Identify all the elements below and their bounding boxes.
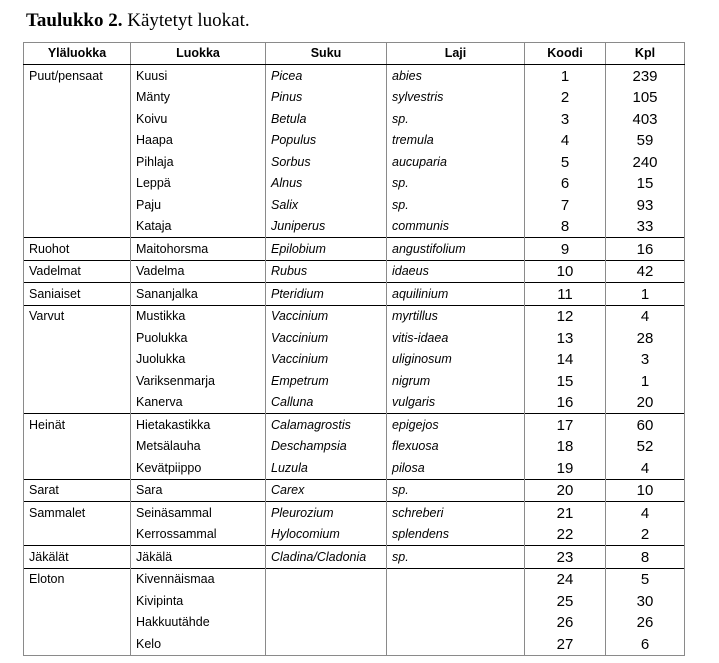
cell-ylaluokka: Ruohot <box>24 238 131 261</box>
cell-ylaluokka <box>24 633 131 655</box>
cell-laji: flexuosa <box>387 436 525 458</box>
cell-laji: sp. <box>387 108 525 130</box>
table-caption <box>26 10 250 32</box>
table-row <box>24 305 685 327</box>
cell-koodi: 13 <box>525 327 606 349</box>
cell-ylaluokka <box>24 590 131 612</box>
cell-suku: Vaccinium <box>266 349 387 371</box>
cell-koodi: 18 <box>525 436 606 458</box>
table-row <box>24 194 685 216</box>
cell-luokka: Paju <box>131 194 266 216</box>
cell-ylaluokka <box>24 130 131 152</box>
cell-koodi: 22 <box>525 524 606 546</box>
table-row <box>24 590 685 612</box>
cell-kpl: 93 <box>606 194 685 216</box>
cell-ylaluokka <box>24 370 131 392</box>
cell-luokka: Hietakastikka <box>131 414 266 436</box>
cell-luokka: Variksenmarja <box>131 370 266 392</box>
cell-laji: angustifolium <box>387 238 525 261</box>
table-header-row <box>24 43 685 65</box>
cell-kpl: 59 <box>606 130 685 152</box>
cell-ylaluokka <box>24 194 131 216</box>
cell-ylaluokka <box>24 173 131 195</box>
cell-luokka: Mänty <box>131 87 266 109</box>
cell-luokka: Seinäsammal <box>131 502 266 524</box>
cell-koodi: 10 <box>525 260 606 283</box>
table-row <box>24 260 685 283</box>
cell-luokka: Mustikka <box>131 305 266 327</box>
cell-laji: splendens <box>387 524 525 546</box>
table-row <box>24 457 685 479</box>
cell-suku: Hylocomium <box>266 524 387 546</box>
cell-laji: sp. <box>387 479 525 502</box>
cell-koodi: 20 <box>525 479 606 502</box>
table-body <box>24 65 685 656</box>
cell-koodi: 24 <box>525 568 606 590</box>
cell-suku: Deschampsia <box>266 436 387 458</box>
cell-koodi: 26 <box>525 612 606 634</box>
caption-text: Käytetyt luokat. <box>127 10 250 31</box>
cell-koodi: 9 <box>525 238 606 261</box>
cell-koodi: 25 <box>525 590 606 612</box>
table-row <box>24 173 685 195</box>
cell-kpl: 15 <box>606 173 685 195</box>
cell-laji: vitis-idaea <box>387 327 525 349</box>
cell-suku: Juniperus <box>266 216 387 238</box>
cell-ylaluokka <box>24 349 131 371</box>
cell-kpl: 8 <box>606 546 685 569</box>
cell-laji: idaeus <box>387 260 525 283</box>
cell-kpl: 2 <box>606 524 685 546</box>
cell-ylaluokka: Saniaiset <box>24 283 131 306</box>
cell-koodi: 21 <box>525 502 606 524</box>
cell-kpl: 5 <box>606 568 685 590</box>
table-row <box>24 151 685 173</box>
cell-suku: Cladina/Cladonia <box>266 546 387 569</box>
cell-kpl: 16 <box>606 238 685 261</box>
header-ylaluokka: Yläluokka <box>24 43 131 65</box>
cell-koodi: 16 <box>525 392 606 414</box>
cell-laji: vulgaris <box>387 392 525 414</box>
cell-suku <box>266 612 387 634</box>
caption-label: Taulukko 2. <box>26 10 123 31</box>
cell-kpl: 3 <box>606 349 685 371</box>
cell-luokka: Sananjalka <box>131 283 266 306</box>
cell-luokka: Kanerva <box>131 392 266 414</box>
cell-luokka: Kivennäismaa <box>131 568 266 590</box>
table-row <box>24 65 685 87</box>
cell-kpl: 403 <box>606 108 685 130</box>
cell-koodi: 11 <box>525 283 606 306</box>
cell-luokka: Kelo <box>131 633 266 655</box>
cell-kpl: 33 <box>606 216 685 238</box>
cell-laji: myrtillus <box>387 305 525 327</box>
cell-kpl: 1 <box>606 370 685 392</box>
table-row <box>24 370 685 392</box>
cell-ylaluokka <box>24 524 131 546</box>
cell-ylaluokka <box>24 327 131 349</box>
cell-suku: Calamagrostis <box>266 414 387 436</box>
table-row <box>24 502 685 524</box>
cell-luokka: Kevätpiippo <box>131 457 266 479</box>
cell-kpl: 4 <box>606 305 685 327</box>
cell-ylaluokka <box>24 612 131 634</box>
cell-luokka: Maitohorsma <box>131 238 266 261</box>
cell-laji: aquilinium <box>387 283 525 306</box>
cell-suku: Rubus <box>266 260 387 283</box>
cell-koodi: 7 <box>525 194 606 216</box>
table-row <box>24 414 685 436</box>
cell-koodi: 19 <box>525 457 606 479</box>
cell-laji: schreberi <box>387 502 525 524</box>
cell-suku: Calluna <box>266 392 387 414</box>
cell-suku: Vaccinium <box>266 305 387 327</box>
cell-suku: Populus <box>266 130 387 152</box>
cell-kpl: 30 <box>606 590 685 612</box>
cell-kpl: 60 <box>606 414 685 436</box>
cell-ylaluokka <box>24 392 131 414</box>
table-row <box>24 87 685 109</box>
cell-kpl: 240 <box>606 151 685 173</box>
cell-kpl: 26 <box>606 612 685 634</box>
cell-suku: Empetrum <box>266 370 387 392</box>
cell-suku: Carex <box>266 479 387 502</box>
cell-suku: Pleurozium <box>266 502 387 524</box>
cell-ylaluokka: Sarat <box>24 479 131 502</box>
cell-kpl: 1 <box>606 283 685 306</box>
cell-koodi: 5 <box>525 151 606 173</box>
cell-luokka: Metsälauha <box>131 436 266 458</box>
cell-suku: Luzula <box>266 457 387 479</box>
table-row <box>24 524 685 546</box>
cell-luokka: Juolukka <box>131 349 266 371</box>
cell-koodi: 3 <box>525 108 606 130</box>
cell-kpl: 20 <box>606 392 685 414</box>
cell-luokka: Sara <box>131 479 266 502</box>
cell-koodi: 14 <box>525 349 606 371</box>
cell-laji: uliginosum <box>387 349 525 371</box>
cell-kpl: 28 <box>606 327 685 349</box>
cell-kpl: 10 <box>606 479 685 502</box>
cell-luokka: Leppä <box>131 173 266 195</box>
cell-suku <box>266 590 387 612</box>
cell-luokka: Hakkuutähde <box>131 612 266 634</box>
table-row <box>24 612 685 634</box>
cell-ylaluokka: Varvut <box>24 305 131 327</box>
cell-kpl: 4 <box>606 502 685 524</box>
cell-kpl: 42 <box>606 260 685 283</box>
cell-ylaluokka <box>24 216 131 238</box>
cell-koodi: 6 <box>525 173 606 195</box>
cell-suku: Alnus <box>266 173 387 195</box>
table-row <box>24 633 685 655</box>
cell-suku: Epilobium <box>266 238 387 261</box>
cell-ylaluokka <box>24 87 131 109</box>
cell-laji: sp. <box>387 194 525 216</box>
cell-laji: epigejos <box>387 414 525 436</box>
cell-luokka: Kerrossammal <box>131 524 266 546</box>
cell-koodi: 17 <box>525 414 606 436</box>
cell-suku: Pinus <box>266 87 387 109</box>
cell-luokka: Koivu <box>131 108 266 130</box>
cell-koodi: 15 <box>525 370 606 392</box>
table-row <box>24 238 685 261</box>
cell-suku <box>266 568 387 590</box>
classes-table <box>23 42 685 656</box>
cell-suku: Salix <box>266 194 387 216</box>
table-row <box>24 349 685 371</box>
cell-ylaluokka: Jäkälät <box>24 546 131 569</box>
cell-kpl: 4 <box>606 457 685 479</box>
cell-suku: Betula <box>266 108 387 130</box>
cell-laji <box>387 568 525 590</box>
cell-suku: Sorbus <box>266 151 387 173</box>
cell-luokka: Kuusi <box>131 65 266 87</box>
cell-koodi: 2 <box>525 87 606 109</box>
cell-luokka: Puolukka <box>131 327 266 349</box>
cell-luokka: Vadelma <box>131 260 266 283</box>
cell-luokka: Jäkälä <box>131 546 266 569</box>
cell-suku: Picea <box>266 65 387 87</box>
cell-ylaluokka <box>24 457 131 479</box>
cell-laji: abies <box>387 65 525 87</box>
table-row <box>24 130 685 152</box>
cell-ylaluokka <box>24 436 131 458</box>
cell-koodi: 12 <box>525 305 606 327</box>
cell-kpl: 239 <box>606 65 685 87</box>
table-row <box>24 436 685 458</box>
cell-koodi: 8 <box>525 216 606 238</box>
cell-luokka: Pihlaja <box>131 151 266 173</box>
cell-ylaluokka <box>24 151 131 173</box>
cell-laji: communis <box>387 216 525 238</box>
cell-luokka: Kivipinta <box>131 590 266 612</box>
cell-ylaluokka <box>24 108 131 130</box>
cell-laji: sp. <box>387 173 525 195</box>
cell-laji: aucuparia <box>387 151 525 173</box>
cell-laji: nigrum <box>387 370 525 392</box>
cell-koodi: 1 <box>525 65 606 87</box>
header-laji: Laji <box>387 43 525 65</box>
table-row <box>24 479 685 502</box>
cell-koodi: 27 <box>525 633 606 655</box>
cell-ylaluokka: Sammalet <box>24 502 131 524</box>
cell-laji <box>387 590 525 612</box>
cell-kpl: 52 <box>606 436 685 458</box>
header-kpl: Kpl <box>606 43 685 65</box>
cell-suku: Pteridium <box>266 283 387 306</box>
table-row <box>24 392 685 414</box>
table-row <box>24 327 685 349</box>
cell-suku: Vaccinium <box>266 327 387 349</box>
table-row <box>24 546 685 569</box>
header-luokka: Luokka <box>131 43 266 65</box>
cell-laji: sylvestris <box>387 87 525 109</box>
cell-luokka: Kataja <box>131 216 266 238</box>
cell-suku <box>266 633 387 655</box>
cell-koodi: 4 <box>525 130 606 152</box>
header-koodi: Koodi <box>525 43 606 65</box>
cell-luokka: Haapa <box>131 130 266 152</box>
cell-ylaluokka: Puut/pensaat <box>24 65 131 87</box>
cell-laji <box>387 633 525 655</box>
cell-laji: pilosa <box>387 457 525 479</box>
cell-ylaluokka: Vadelmat <box>24 260 131 283</box>
cell-laji <box>387 612 525 634</box>
cell-kpl: 105 <box>606 87 685 109</box>
cell-kpl: 6 <box>606 633 685 655</box>
cell-ylaluokka: Eloton <box>24 568 131 590</box>
cell-koodi: 23 <box>525 546 606 569</box>
cell-ylaluokka: Heinät <box>24 414 131 436</box>
table-row <box>24 108 685 130</box>
header-suku: Suku <box>266 43 387 65</box>
cell-laji: sp. <box>387 546 525 569</box>
table-row <box>24 216 685 238</box>
cell-laji: tremula <box>387 130 525 152</box>
table-row <box>24 283 685 306</box>
table-row <box>24 568 685 590</box>
